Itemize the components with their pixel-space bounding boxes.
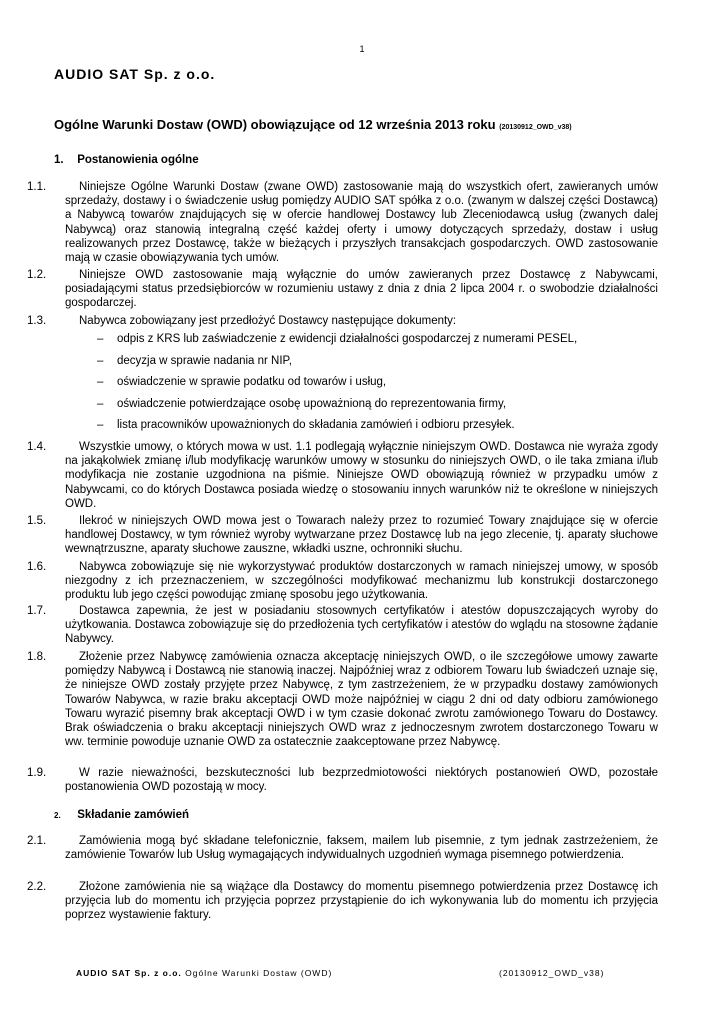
paragraph-text: Nabywca zobowiązany jest przedłożyć Dostawcy następujące dokumenty: [79,315,457,327]
paragraph-text: Wszystkie umowy, o których mowa w ust. 1.1 podlegają wyłącznie niniejszym OWD. Dostawca nie wyraża zgody na jakąkolwiek zmianę i/lub modyfikację warunków umowy w stosunku do niniejszych OWD, o ile taka zmiana i/lub modyfikacja nie zostanie uzgodniona na piśmie. Niniejsze OWD obowiązują również w przypadku umów z Nabywcami, co do których Dostawca posiada wiedzę o stosowaniu innych warunków niż te określone w niniejszych OWD. [65,441,658,510]
paragraph-number: 1.3. [27,315,47,327]
dash-bullet: – [97,354,104,367]
paragraph-text: W razie nieważności, bezskuteczności lub bezprzedmiotowości niektórych postanowień OWD, pozostałe postanowienia OWD pozostają w mocy. [65,767,658,794]
paragraph-number: 1.7. [27,605,47,617]
paragraph-number: 1.4. [27,441,47,453]
paragraph-number: 1.8. [27,651,47,663]
list-item [0,333,724,355]
list-item [0,376,724,398]
paragraph-1-4 [0,440,724,511]
dash-bullet: – [97,376,104,388]
title-main: Ogólne Warunki Dostaw (OWD) obowiązujące od 12 września 2013 roku [54,117,496,132]
paragraph-text: Zamówienia mogą być składane telefonicznie, faksem, mailem lub pisemnie, z tym jednak zastrzeżeniem, że zamówienie Towarów lub Usług wymagających indywidualnych uzgodnień wymaga pisemnego potwierdzenia. [65,835,658,862]
paragraph-text: Nabywca zobowiązuje się nie wykorzystywać produktów dostarczonych w ramach niniejszej umowy, w sposób niezgodny z ich przeznaczeniem, w szczególności modyfikować mechanizmu lub konstrukcji dostarczonego produktu lub jego części powodując zmianę sposobu jego użytkowania. [65,561,658,602]
paragraph-2-1 [0,834,724,862]
page-number: 1 [359,44,365,54]
paragraph-1-5 [0,514,724,557]
paragraph-number: 2.2. [27,881,47,893]
section-title: Składanie zamówień [77,809,190,821]
footer-version-code: (20130912_OWD_v38) [499,968,605,978]
list-item-text: lista pracowników upoważnionych do składania zamówień i odbioru przesyłek. [117,419,515,431]
paragraph-number: 1.2. [27,269,47,281]
paragraph-number: 1.9. [27,767,47,779]
section-title: Postanowienia ogólne [77,154,199,166]
section-2-heading [54,809,189,821]
paragraph-number: 2.1. [27,835,47,847]
footer-left [76,968,332,978]
paragraph-1-6 [0,560,724,603]
paragraph-1-1 [0,180,724,265]
paragraph-1-2 [0,268,724,311]
paragraph-1-7 [0,604,724,647]
paragraph-1-3 [0,314,724,328]
paragraph-2-2 [0,880,724,923]
paragraph-text: Niniejsze OWD zastosowanie mają wyłącznie do umów zawieranych przez Dostawcę z Nabywcami, posiadającymi status przedsiębiorców w rozumieniu ustawy z dnia z dnia 2 lipca 2004 r. o swobodzie działalności gospodarczej. [65,269,658,310]
paragraph-text: Złożone zamówienia nie są wiążące dla Dostawcy do momentu pisemnego potwierdzenia przez Dostawcę ich przyjęcia lub do momentu ich przyjęcia poprzez przystąpienie do ich wykonywania lub do momentu ich przyjęcia poprzez wystawienie faktury. [65,881,658,922]
list-item-text: odpis z KRS lub zaświadczenie z ewidencji działalności gospodarczej z numerami PESEL, [117,333,578,345]
paragraph-1-8 [0,650,724,749]
list-item-text: oświadczenie w sprawie podatku od towarów i usług, [117,376,387,388]
paragraph-text: Ilekroć w niniejszych OWD mowa jest o Towarach należy przez to rozumieć Towary znajdujące się w ofercie handlowej Dostawcy, w tym również wyroby wytwarzane przez Dostawcę lub na jego zlecenie, tj. aparaty słuchowe wewnątrzuszne, aparaty słuchowe zauszne, wkładki uszne, ochronniki słuchu. [65,515,658,556]
section-number: 2. [54,811,61,820]
section-number: 1. [54,154,64,166]
paragraph-text: Dostawca zapewnia, że jest w posiadaniu stosownych certyfikatów i atestów dopuszczających wyroby do użytkowania. Dostawca zobowiązuje się do przedłożenia tych certyfikatów i atestów do wglądu na stosowne żądanie Nabywcy. [65,605,658,646]
company-name: AUDIO SAT Sp. z o.o. [54,66,216,82]
section-1-heading [54,154,199,166]
dash-bullet: – [97,397,104,410]
required-documents-list [0,333,724,441]
paragraph-text: Niniejsze Ogólne Warunki Dostaw (zwane OWD) zastosowanie mają do wszystkich ofert, zawieranych umów sprzedaży, dostawy i o świadczenie usług pomiędzy AUDIO SAT spółka z o.o. (zwanym w dalszej części Dostawcą) a Nabywcą towarów znajdujących się w ofercie handlowej Dostawcy lub Zleceniodawcą usług (zwanych dalej Nabywcą) oraz stanowią integralną część każdej oferty i umowy dotyczących sprzedaży, dostaw i usług realizowanych przez Dostawcę, także w bieżących i przyszłych transakcjach gospodarczych. OWD zastosowanie mają w czasie obowiązywania tych umów. [65,181,658,265]
footer-document-name: Ogólne Warunki Dostaw (OWD) [185,968,333,978]
list-item [0,398,724,420]
list-item [0,419,724,441]
paragraph-number: 1.6. [27,561,47,573]
paragraph-1-9 [0,766,724,794]
paragraph-number: 1.1. [27,181,47,193]
list-item [0,355,724,377]
footer-company: AUDIO SAT Sp. z o.o. [76,968,182,978]
list-item-text: oświadczenie potwierdzające osobę upoważnioną do reprezentowania firmy, [117,397,507,410]
dash-bullet: – [97,333,104,345]
document-title [54,117,572,132]
paragraph-number: 1.5. [27,515,47,527]
paragraph-text: Złożenie przez Nabywcę zamówienia oznacza akceptację niniejszych OWD, o ile szczegółowe umowy zawarte pomiędzy Nabywcą i Dostawcą nie stanowią inaczej. Najpóźniej wraz z odbiorem Towaru lub świadczeń uznaje się, że niniejsze OWD zostały przyjęte przez Nabywcę, z tym zastrzeżeniem, że w przypadku dostawy zamówionych Towarów Nabywca, w razie braku akceptacji OWD może najpóźniej w ciągu 2 dni od daty odbioru zamówionego Towaru wyrazić pisemny brak akceptacji OWD i w tym czasie dokonać zwrotu zamówionego Towaru do Dostawcy. Brak oświadczenia o braku akceptacji niniejszych OWD wraz z jednoczesnym zwrotem dostarczonego Towaru w ww. terminie powoduje uznanie OWD za ostatecznie zaakceptowane przez Nabywcę. [65,651,658,749]
title-version-code: (20130912_OWD_v38) [499,124,572,131]
dash-bullet: – [97,419,104,431]
list-item-text: decyzja w sprawie nadania nr NIP, [117,354,292,367]
